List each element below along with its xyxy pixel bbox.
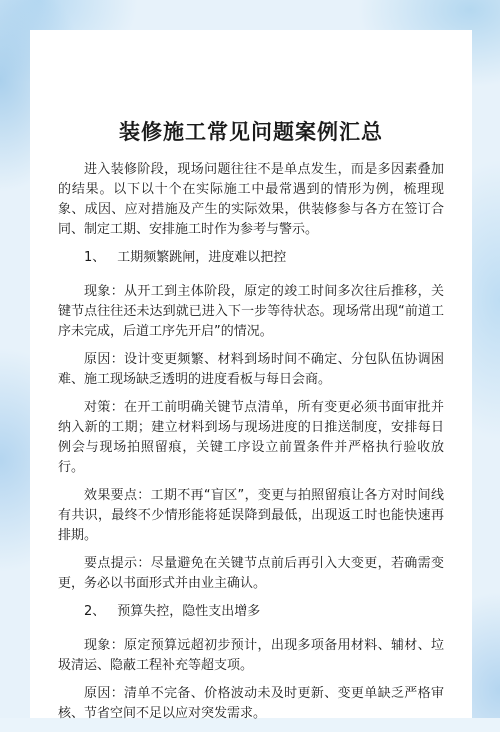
intro-paragraph: 进入装修阶段，现场问题往往不是单点发生，而是多因素叠加的结果。以下以十个在实际施工中最常遇到的情形为例，梳理现象、成因、应对措施及产生的实际效果，供装修参与各方在签订合同、制定工期、安排施工时作为参考与警示。 xyxy=(58,162,444,237)
section-number: 1、 xyxy=(84,250,106,265)
section-number: 2、 xyxy=(84,604,106,619)
section-1-tip: 要点提示：尽量避免在关键节点前后再引入大变更，若确需变更，务必以书面形式并由业主确认。 xyxy=(58,556,444,591)
section-1-effect: 效果要点：工期不再“盲区”，变更与拍照留痕让各方对时间线有共识，最终不少情形能将延误降到最低，出现返工时也能快速再排期。 xyxy=(58,488,444,543)
section-heading-2 xyxy=(58,602,444,622)
section-title: 工期频繁跳闸，进度难以把控 xyxy=(117,250,287,265)
section-1-cause: 原因：设计变更频繁、材料到场时间不确定、分包队伍协调困难、施工现场缺乏透明的进度看板与每日会商。 xyxy=(58,352,444,387)
document-content xyxy=(30,118,472,732)
document-title: 装修施工常见问题案例汇总 xyxy=(119,120,383,144)
section-2-phenomenon: 现象：原定预算远超初步预计，出现多项备用材料、辅材、垃圾清运、隐蔽工程补充等超支项。 xyxy=(58,638,444,673)
section-title: 预算失控，隐性支出增多 xyxy=(117,604,261,619)
section-1-countermeasure: 对策：在开工前明确关键节点清单，所有变更必须书面审批并纳入新的工期；建立材料到场与现场进度的日推送制度，安排每日例会与现场拍照留痕，关键工序设立前置条件并严格执行验收放行。 xyxy=(58,400,444,475)
section-2-cause: 原因：清单不完备、价格波动未及时更新、变更单缺乏严格审核、节省空间不足以应对突发需求。 xyxy=(58,686,444,721)
section-heading-1 xyxy=(58,248,444,268)
section-1-phenomenon: 现象：从开工到主体阶段，原定的竣工时间多次往后推移，关键节点往往还未达到就已进入下一步等待状态。现场常出现“前道工序未完成，后道工序先开启”的情况。 xyxy=(58,284,444,339)
